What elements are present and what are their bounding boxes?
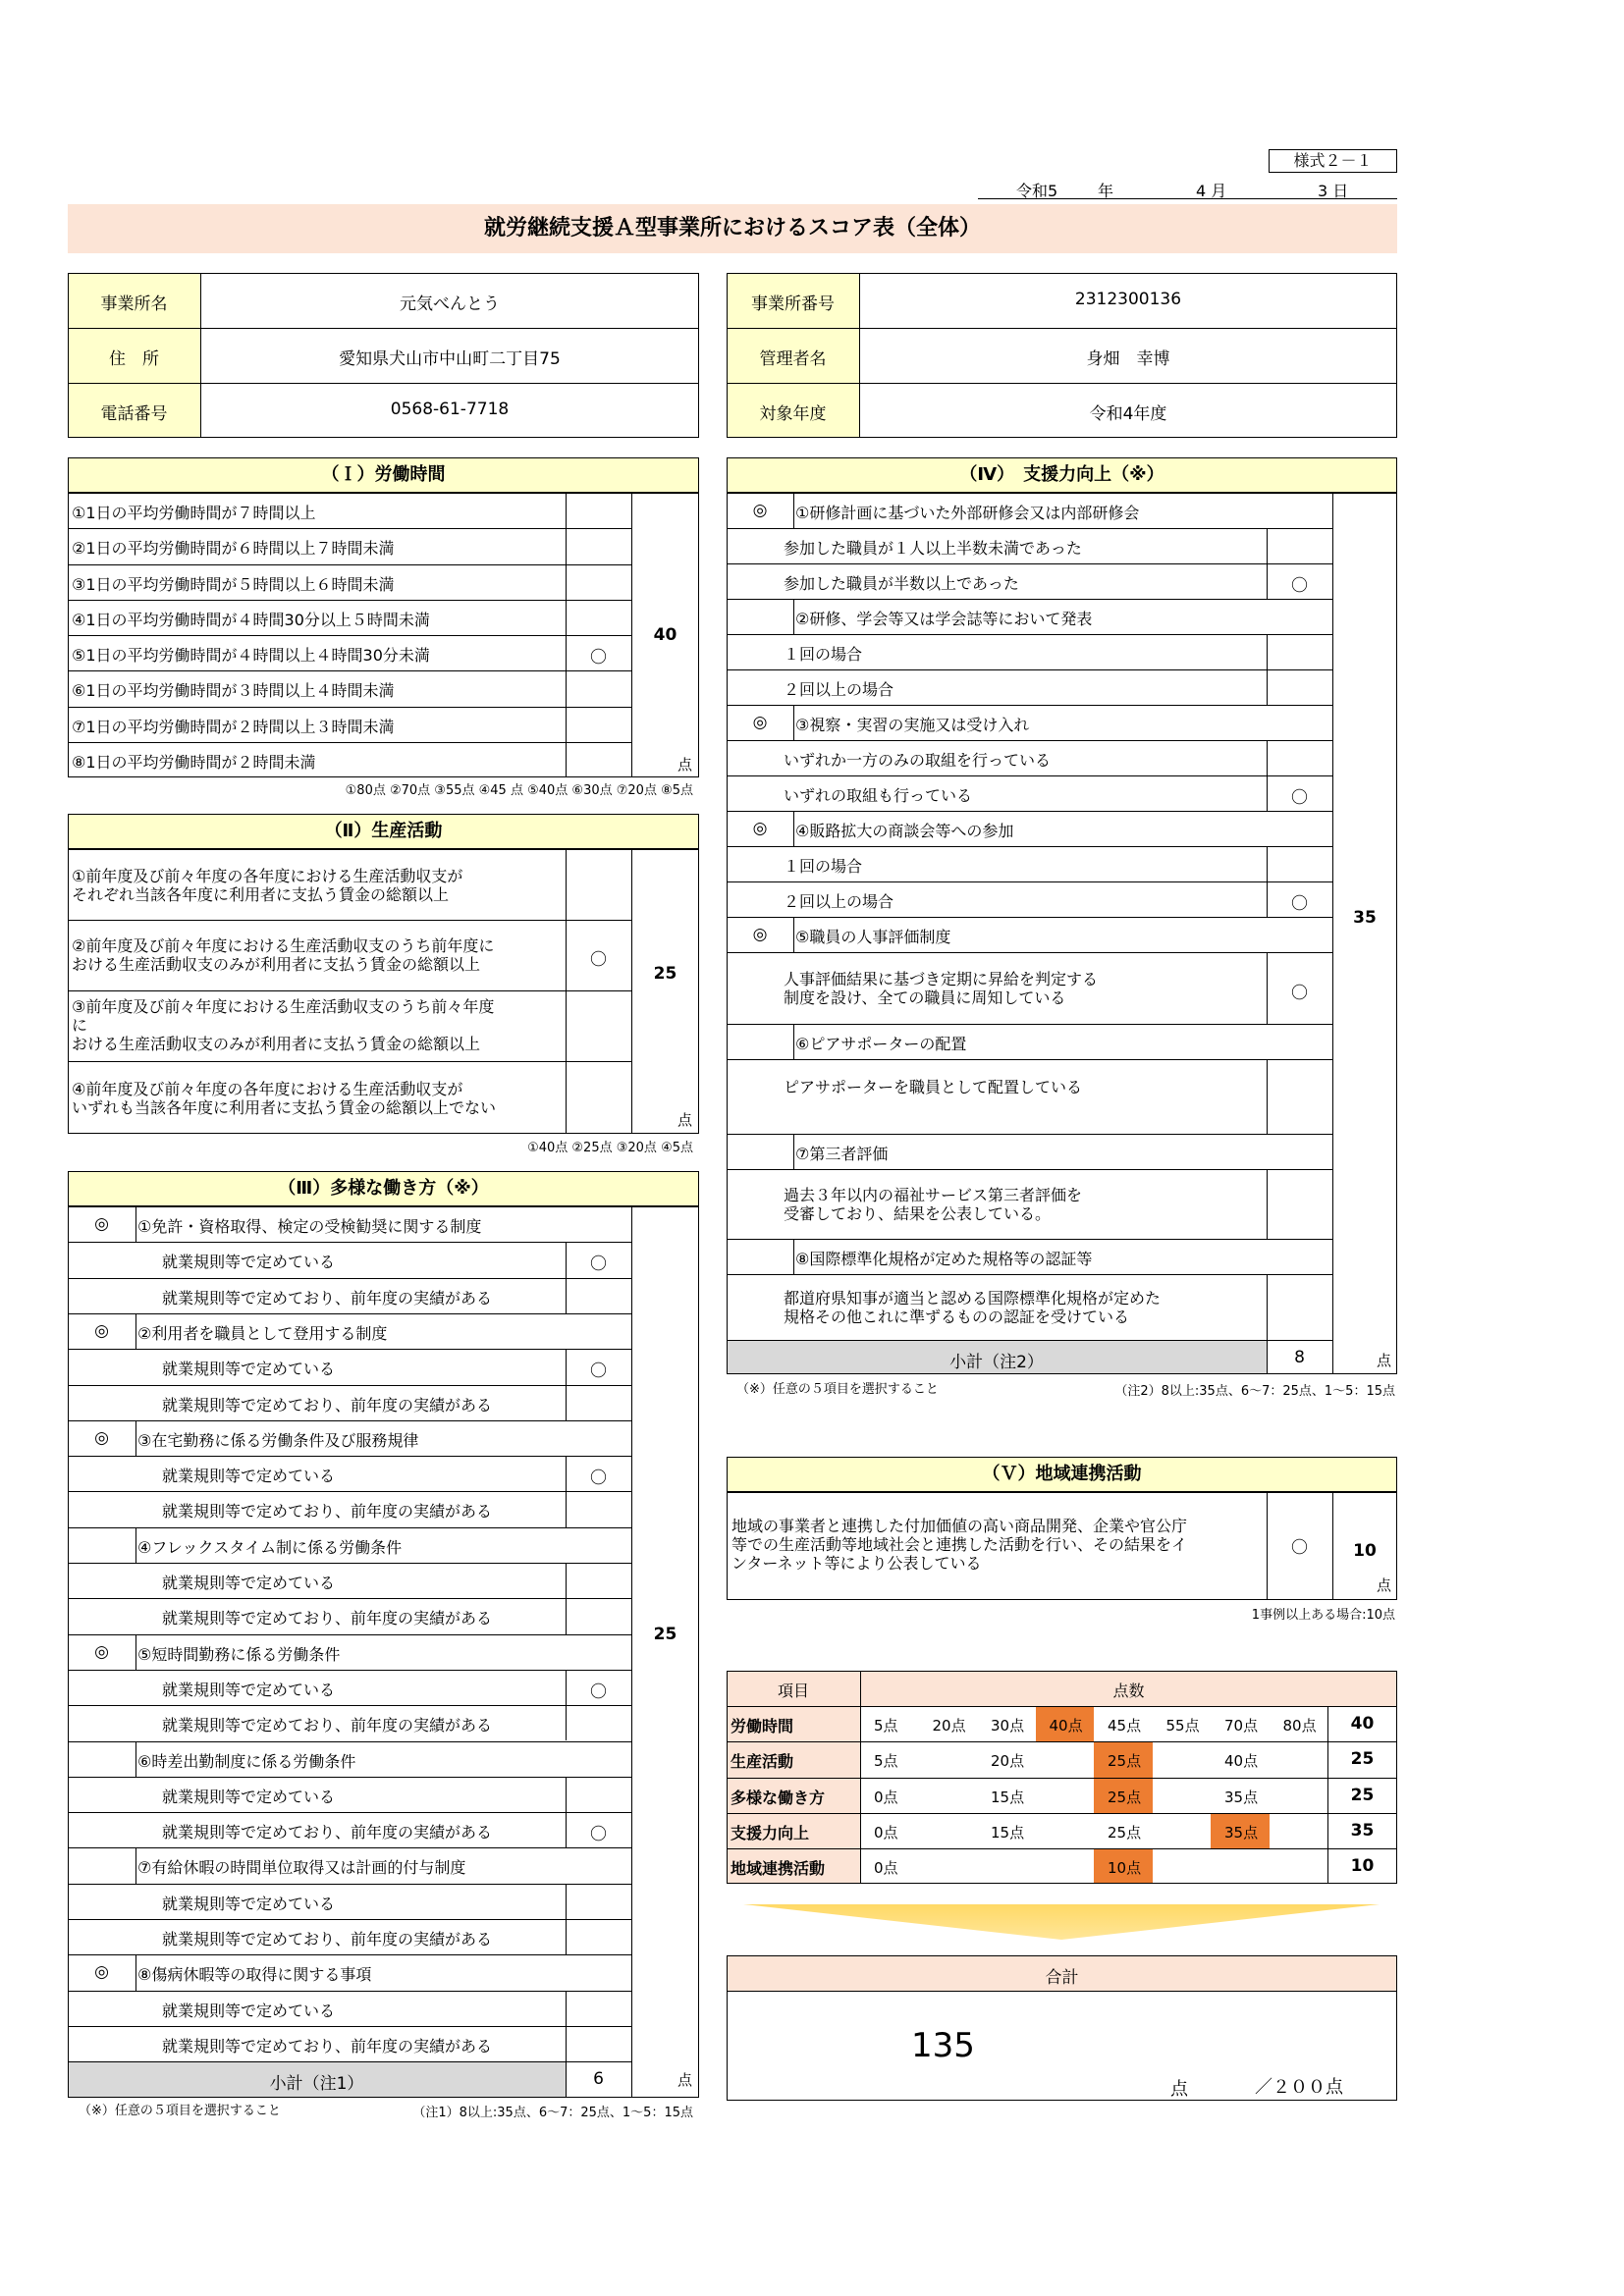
work-style-option-a-mark: 〇 [590,1362,607,1382]
summary-cell: 5点 [874,1717,898,1735]
support-item-title: ③視察・実習の実施又は受け入れ [795,716,1030,734]
support-option-a: いずれか一方のみの取組を行っている [784,751,1052,770]
support-item-title: ⑦第三者評価 [795,1145,889,1163]
support-option-mark: 〇 [1291,983,1308,1003]
support-option: 人事評価結果に基づき定期に昇給を判定する 制度を設け、全ての職員に周知している [784,969,1099,1007]
summary-row-label: 地域連携活動 [731,1859,826,1878]
summary-header-points: 点数 [1112,1682,1145,1700]
summary-cell: 20点 [932,1717,966,1735]
office-number-label: 事業所番号 [751,294,835,314]
production-row-label: ②前年度及び前々年度における生産活動収支のうち前年度に おける生産活動収支のみが利用者に支払う賃金の総額以上 [72,936,495,974]
work-style-option-a-mark: 〇 [590,1255,607,1275]
summary-cell: 0点 [874,1823,898,1842]
support-select-mark: ◎ [752,501,768,520]
summary-cell: 25点 [1108,1788,1142,1806]
total-max: ／２００点 [1255,2077,1343,2098]
support-option: ピアサポーターを職員として配置している [784,1078,1083,1096]
summary-cell: 80点 [1282,1717,1317,1735]
work-style-option-a: 就業規則等で定めている [162,1894,336,1913]
work-style-item-title: ③在宅勤務に係る労働条件及び服務規律 [137,1430,419,1450]
summary-cell: 40点 [1224,1752,1259,1771]
work-style-select-mark: ◎ [94,1962,109,1983]
production-row-label: ①前年度及び前々年度の各年度における生産活動収支が それぞれ当該各年度に利用者に支払う賃金の総額以上 [72,867,463,904]
phone-value: 0568-61-7718 [390,400,510,419]
summary-row-label: 労働時間 [731,1717,794,1736]
section-3-header: （Ⅲ）多様な働き方（※） [68,1171,699,1206]
total-value: 135 [911,2026,975,2065]
work-style-option-a: 就業規則等で定めている [162,1787,336,1806]
support-option-a: １回の場合 [784,645,863,664]
summary-row-label: 支援力向上 [731,1823,810,1842]
production-row-label: ④前年度及び前々年度の各年度における生産活動収支が いずれも当該各年度に利用者に支払う賃金の総額以上でない [72,1080,497,1117]
work-style-item-title: ④フレックスタイム制に係る労働条件 [137,1537,403,1557]
support-option-b: いずれの取組も行っている [784,786,973,805]
support-select-mark: ◎ [752,819,768,838]
work-style-option-b: 就業規則等で定めており、前年度の実績がある [162,1930,493,1949]
summary-row-total: 10 [1350,1856,1375,1876]
summary-cell: 70点 [1224,1717,1259,1735]
name-label: 事業所名 [100,294,168,314]
production-score: 25 [653,964,677,984]
labor-time-row-label: ⑦1日の平均労働時間が２時間以上３時間未満 [72,717,395,736]
work-style-select-mark: ◎ [94,1427,109,1448]
work-style-option-b: 就業規則等で定めており、前年度の実績がある [162,2036,493,2056]
labor-time-row-label: ⑤1日の平均労働時間が４時間以上４時間30分未満 [72,646,430,665]
support-option: 都道府県知事が適当と認める国際標準化規格が定めた 規格その他これに準ずるものの認証を受けている [784,1288,1162,1326]
work-style-select-mark: ◎ [94,1641,109,1662]
address-label: 住 所 [109,349,159,369]
support-item-title: ⑥ピアサポーターの配置 [795,1035,967,1053]
work-style-select-mark: ◎ [94,1320,109,1341]
labor-time-unit: 点 [677,756,693,774]
support-item-title: ⑧国際標準化規格が定めた規格等の認証等 [795,1250,1093,1268]
section-2-header: （Ⅱ）生産活動 [68,814,699,849]
support-subtotal-label: 小計（注2） [949,1353,1044,1372]
support-item-title: ⑤職員の人事評価制度 [795,928,951,946]
section-1-header: （Ｉ）労働時間 [68,457,699,493]
summary-cell: 0点 [874,1859,898,1877]
support-item-title: ①研修計画に基づいた外部研修会又は内部研修会 [795,504,1140,522]
labor-time-row-label: ①1日の平均労働時間が７時間以上 [72,504,316,522]
labor-time-score: 40 [653,624,677,645]
work-style-option-a: 就業規則等で定めている [162,2001,336,2020]
work-style-unit: 点 [677,2071,693,2090]
summary-cell: 40点 [1049,1717,1083,1735]
support-item-title: ②研修、学会等又は学会誌等において発表 [795,610,1093,628]
production-row-label: ③前年度及び前々年度における生産活動収支のうち前々年度 に おける生産活動収支のみが利用者に支払う賃金の総額以上 [72,997,495,1053]
work-style-item-title: ⑧傷病休暇等の取得に関する事項 [137,1965,372,1985]
down-arrow-icon [743,1904,1380,1940]
labor-time-note: ①80点 ②70点 ③55点 ④45 点 ⑤40点 ⑥30点 ⑦20点 ⑧5点 [345,783,693,798]
regional-activity-note: 1事例以上ある場合:10点 [1251,1608,1395,1623]
support-select-mark: ◎ [752,713,768,732]
summary-cell: 25点 [1108,1823,1142,1842]
date-month: 4 月 [1196,182,1227,200]
support-option-b-mark: 〇 [1291,894,1308,914]
summary-cell: 10点 [1108,1859,1142,1877]
labor-time-row-label: ②1日の平均労働時間が６時間以上７時間未満 [72,539,395,559]
work-style-option-b-mark: 〇 [590,1825,607,1845]
regional-activity-unit: 点 [1377,1576,1392,1594]
office-number-value: 2312300136 [1074,290,1182,309]
form-number: 様式２－１ [1269,149,1397,173]
name-value: 元気べんとう [400,294,500,314]
support-option: 過去３年以内の福祉サービス第三者評価を 受審しており、結果を公表している。 [784,1185,1083,1223]
regional-activity-text: 地域の事業者と連携した付加価値の高い商品開発、企業や官公庁 等での生産活動等地域社会と連携した活動を行い、その結果をイ ンターネット等により公表している [731,1517,1188,1573]
work-style-note-left: （※）任意の５項目を選択すること [79,2103,281,2118]
target-year-label: 対象年度 [759,404,827,424]
total-unit: 点 [1170,2079,1188,2100]
support-option-b-mark: 〇 [1291,788,1308,808]
labor-time-row-label: ④1日の平均労働時間が４時間30分以上５時間未満 [72,610,430,629]
support-note-left: （※）任意の５項目を選択すること [736,1382,939,1397]
support-option-b-mark: 〇 [1291,576,1308,596]
summary-row-label: 多様な働き方 [731,1788,826,1807]
support-option-b: 参加した職員が半数以上であった [784,574,1019,593]
labor-time-row-label: ⑥1日の平均労働時間が３時間以上４時間未満 [72,681,395,701]
total-label: 合計 [1045,1968,1079,1988]
work-style-option-b: 就業規則等で定めており、前年度の実績がある [162,1716,493,1735]
production-row-mark: 〇 [590,950,607,970]
support-option-a: １回の場合 [784,857,863,876]
work-style-item-title: ②利用者を職員として登用する制度 [137,1323,388,1343]
regional-activity-mark: 〇 [1291,1538,1308,1558]
work-style-option-b: 就業規則等で定めており、前年度の実績がある [162,1823,493,1842]
summary-cell: 35点 [1224,1823,1259,1842]
support-select-mark: ◎ [752,925,768,944]
work-style-item-title: ⑥時差出勤制度に係る労働条件 [137,1751,356,1771]
work-style-option-a: 就業規則等で定めている [162,1360,336,1379]
support-option-b: ２回以上の場合 [784,680,894,699]
work-style-option-b: 就業規則等で定めており、前年度の実績がある [162,1288,493,1308]
work-style-option-a: 就業規則等で定めている [162,1574,336,1592]
summary-row-total: 40 [1350,1714,1375,1735]
summary-row-label: 生産活動 [731,1752,794,1772]
work-style-item-title: ⑤短時間勤務に係る労働条件 [137,1644,341,1664]
support-unit: 点 [1377,1352,1392,1369]
manager-label: 管理者名 [759,349,827,369]
summary-cell: 45点 [1108,1717,1142,1735]
production-unit: 点 [677,1111,693,1129]
work-style-select-mark: ◎ [94,1214,109,1234]
summary-cell: 15点 [991,1823,1025,1842]
work-style-option-a-mark: 〇 [590,1682,607,1702]
summary-cell: 30点 [991,1717,1025,1735]
summary-header-item: 項目 [777,1682,809,1700]
support-item-title: ④販路拡大の商談会等への参加 [795,822,1014,840]
summary-cell: 35点 [1224,1788,1259,1806]
section-4-header: （Ⅳ） 支援力向上（※） [727,457,1397,493]
summary-cell: 55点 [1165,1717,1200,1735]
work-style-option-a: 就業規則等で定めている [162,1253,336,1272]
section-5-header: （Ｖ）地域連携活動 [727,1457,1397,1492]
date-day: 3 日 [1318,182,1349,200]
phone-label: 電話番号 [100,404,168,424]
manager-value: 身畑 幸博 [1086,349,1170,369]
work-style-score: 25 [653,1625,677,1644]
work-style-subtotal: 6 [593,2069,604,2090]
work-style-option-b: 就業規則等で定めており、前年度の実績がある [162,1502,493,1522]
page-title: 就労継続支援Ａ型事業所におけるスコア表（全体） [68,204,1397,253]
support-note-right: （注2）8以上:35点、6～7：25点、1～5：15点 [1114,1384,1395,1399]
labor-time-row-mark: 〇 [590,648,607,667]
summary-cell: 5点 [874,1752,898,1771]
work-style-option-a-mark: 〇 [590,1468,607,1489]
summary-cell: 15点 [991,1788,1025,1806]
labor-time-row-label: ③1日の平均労働時間が５時間以上６時間未満 [72,574,395,594]
support-subtotal: 8 [1294,1348,1305,1367]
work-style-option-a: 就業規則等で定めている [162,1680,336,1699]
work-style-subtotal-label: 小計（注1） [269,2074,364,2095]
target-year-value: 令和4年度 [1089,404,1167,424]
work-style-option-b: 就業規則等で定めており、前年度の実績がある [162,1395,493,1415]
date-era: 令和5 [1016,182,1058,200]
summary-row-total: 35 [1350,1820,1375,1841]
summary-cell: 0点 [874,1788,898,1806]
summary-row-total: 25 [1350,1785,1375,1805]
work-style-option-a: 就業規則等で定めている [162,1467,336,1486]
summary-row-total: 25 [1350,1749,1375,1770]
address-value: 愛知県犬山市中山町二丁目75 [339,349,561,369]
support-score: 35 [1353,908,1377,928]
support-option-a: 参加した職員が１人以上半数未満であった [784,539,1082,558]
work-style-item-title: ①免許・資格取得、検定の受検勧奨に関する制度 [137,1217,482,1236]
work-style-option-b: 就業規則等で定めており、前年度の実績がある [162,1609,493,1629]
regional-activity-score: 10 [1353,1541,1377,1561]
summary-cell: 20点 [991,1752,1025,1771]
support-option-b: ２回以上の場合 [784,892,894,911]
production-note: ①40点 ②25点 ③20点 ④5点 [527,1141,693,1155]
labor-time-row-label: ⑧1日の平均労働時間が２時間未満 [72,752,316,772]
work-style-note-right: （注1）8以上:35点、6～7：25点、1～5：15点 [412,2105,693,2120]
date-year: 年 [1098,182,1114,200]
work-style-item-title: ⑦有給休暇の時間単位取得又は計画的付与制度 [137,1858,466,1878]
summary-cell: 25点 [1108,1752,1142,1771]
